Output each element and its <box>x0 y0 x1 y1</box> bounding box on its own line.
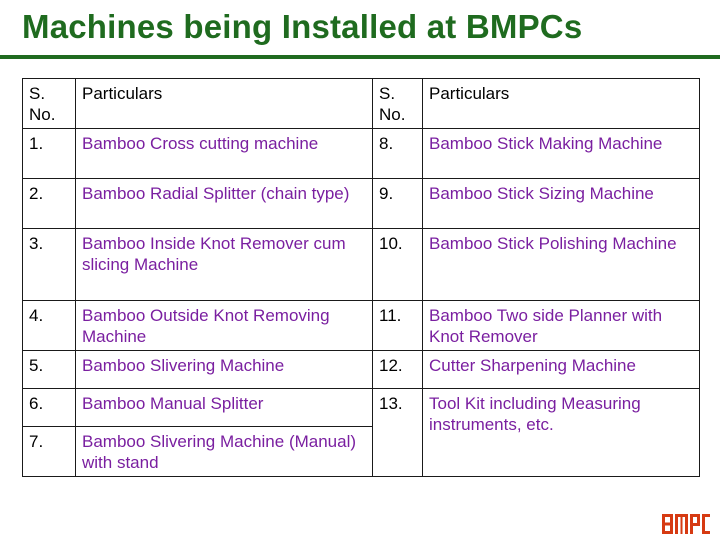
table-row <box>23 229 700 301</box>
machines-table <box>22 78 700 477</box>
table-row <box>23 351 700 389</box>
sno-cell: 12. <box>373 351 423 389</box>
header-sno-right: S. No. <box>373 79 423 129</box>
table-row <box>23 129 700 179</box>
sno-cell: 13. <box>373 389 423 477</box>
bmpc-logo <box>662 512 710 536</box>
sno-cell: 11. <box>373 301 423 351</box>
slide-title: Machines being Installed at BMPCs <box>22 8 583 45</box>
particulars-cell: Bamboo Radial Splitter (chain type) <box>76 179 373 229</box>
sno-cell: 1. <box>23 129 76 179</box>
title-underline <box>0 55 720 59</box>
sno-cell: 2. <box>23 179 76 229</box>
particulars-cell: Bamboo Stick Making Machine <box>423 129 700 179</box>
sno-cell: 10. <box>373 229 423 301</box>
sno-cell: 5. <box>23 351 76 389</box>
particulars-cell: Bamboo Slivering Machine (Manual) with stand <box>76 427 373 477</box>
particulars-cell: Bamboo Inside Knot Remover cum slicing Machine <box>76 229 373 301</box>
particulars-cell: Bamboo Slivering Machine <box>76 351 373 389</box>
particulars-cell: Bamboo Stick Sizing Machine <box>423 179 700 229</box>
sno-cell: 8. <box>373 129 423 179</box>
sno-cell: 4. <box>23 301 76 351</box>
table-header-row <box>23 79 700 129</box>
table-row <box>23 389 700 427</box>
sno-cell: 7. <box>23 427 76 477</box>
particulars-cell: Bamboo Stick Polishing Machine <box>423 229 700 301</box>
particulars-cell: Bamboo Cross cutting machine <box>76 129 373 179</box>
particulars-cell: Bamboo Two side Planner with Knot Remover <box>423 301 700 351</box>
particulars-cell: Tool Kit including Measuring instruments, etc. <box>423 389 700 477</box>
particulars-cell: Bamboo Manual Splitter <box>76 389 373 427</box>
sno-cell: 6. <box>23 389 76 427</box>
particulars-cell: Bamboo Outside Knot Removing Machine <box>76 301 373 351</box>
header-particulars-left: Particulars <box>76 79 373 129</box>
sno-cell: 9. <box>373 179 423 229</box>
header-sno-left: S. No. <box>23 79 76 129</box>
header-particulars-right: Particulars <box>423 79 700 129</box>
particulars-cell: Cutter Sharpening Machine <box>423 351 700 389</box>
sno-cell: 3. <box>23 229 76 301</box>
table-row <box>23 179 700 229</box>
table-row <box>23 301 700 351</box>
